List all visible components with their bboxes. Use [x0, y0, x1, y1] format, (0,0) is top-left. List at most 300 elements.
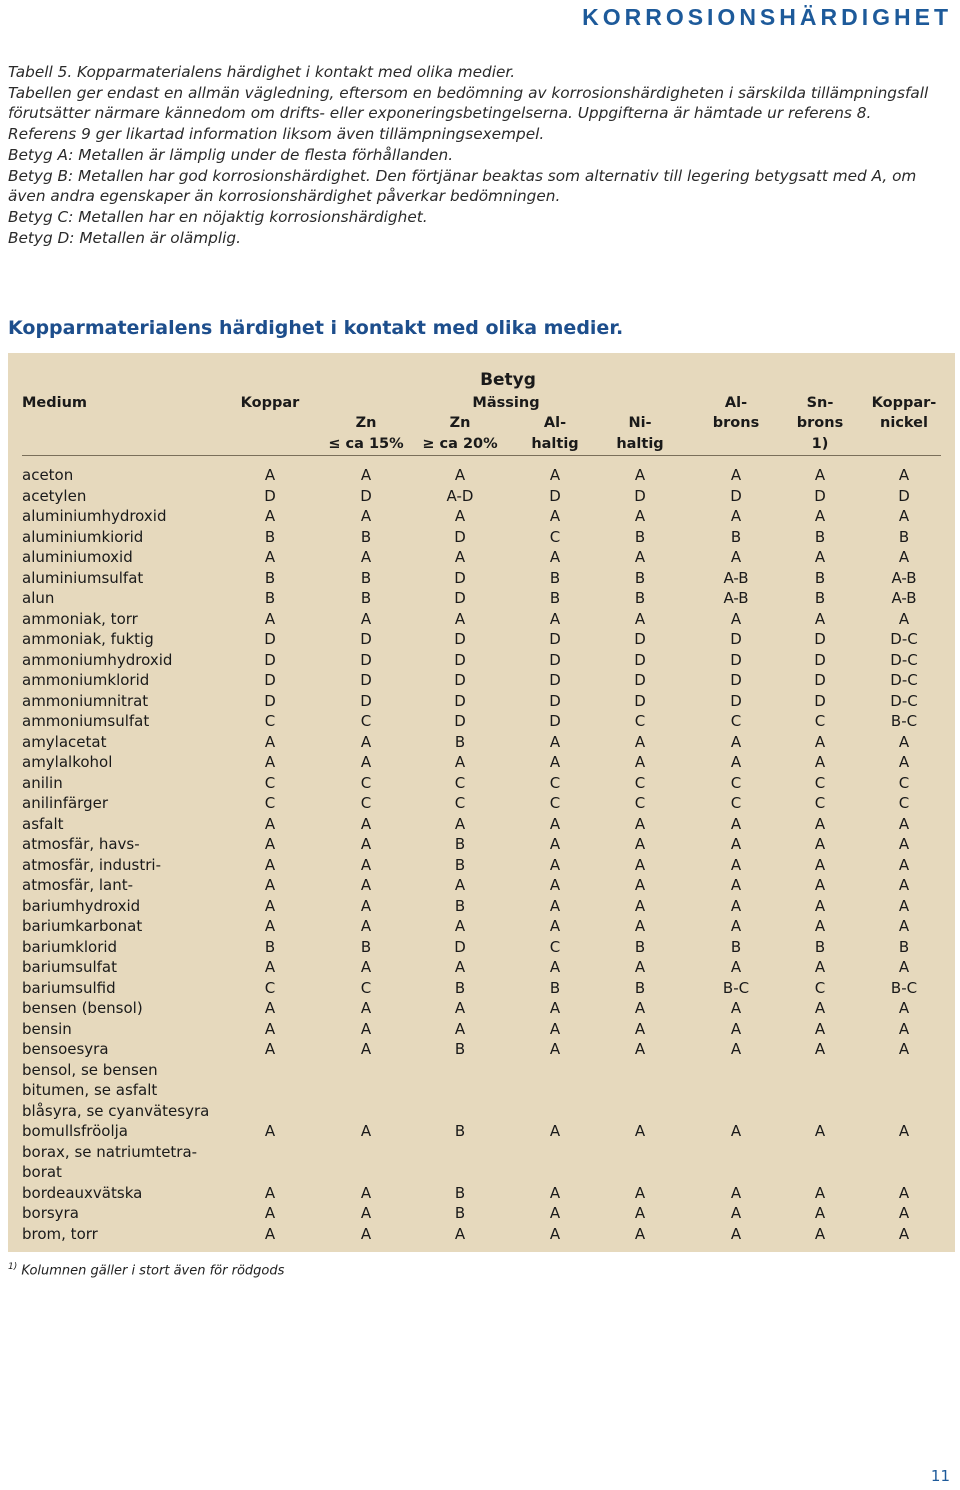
table-row	[8, 938, 955, 959]
grade-cell: B	[454, 732, 466, 751]
medium-name: anilinfärger	[22, 794, 109, 812]
page-header-title: KORROSIONSHÄRDIGHET	[582, 4, 952, 30]
grade-cell: A	[814, 1224, 826, 1243]
grade-cell: A	[264, 814, 276, 833]
grade-cell: B	[898, 527, 910, 546]
grade-cell: A	[454, 1224, 466, 1243]
grade-cell: A	[814, 917, 826, 935]
grade-cell: A	[360, 917, 372, 935]
grade-cell: A	[814, 1183, 826, 1202]
medium-name: bariumkarbonat	[22, 917, 143, 935]
medium-name: bitumen, se asfalt	[22, 1081, 158, 1099]
grade-cell: A	[454, 1019, 466, 1038]
grade-cell: B	[634, 978, 646, 997]
grade-cell: D	[814, 630, 826, 648]
grade-cell: A	[634, 1019, 646, 1038]
grade-cell: B	[898, 937, 910, 956]
medium-name: atmosfär, industri-	[22, 855, 161, 874]
grade-cell: B	[360, 589, 372, 607]
table-row	[8, 466, 955, 487]
grade-cell: A	[730, 917, 742, 935]
grade-cell: B	[730, 937, 742, 956]
grade-cell: D	[454, 650, 466, 669]
grade-cell: D	[634, 691, 646, 710]
grade-cell: A-B	[723, 568, 749, 587]
grade-cell: C	[360, 978, 372, 997]
grade-cell: C	[454, 794, 466, 812]
grade-cell: D	[814, 650, 826, 669]
grade-cell: A	[549, 507, 561, 525]
grade-cell: A	[264, 609, 276, 628]
grade-cell: A	[549, 1122, 561, 1140]
grade-cell: A	[264, 999, 276, 1017]
grade-cell: A-B	[723, 589, 749, 607]
table-row	[8, 712, 955, 733]
header-kopparnickel-1: Koppar-	[871, 395, 937, 411]
grade-cell: A	[634, 999, 646, 1017]
grade-cell: B	[549, 568, 561, 587]
grade-cell: D	[814, 671, 826, 689]
grade-cell: A	[549, 1040, 561, 1058]
grade-cell: A	[814, 1040, 826, 1058]
table-row	[8, 671, 955, 692]
grade-cell: A	[360, 855, 372, 874]
grade-cell: A	[898, 609, 910, 628]
grade-cell: B	[454, 896, 466, 915]
table-row	[8, 569, 955, 590]
grade-cell: B	[360, 527, 372, 546]
medium-name: asfalt	[22, 814, 64, 833]
grade-cell: A	[730, 855, 742, 874]
grade-cell: A	[814, 999, 826, 1017]
grade-cell: D	[730, 630, 742, 648]
grade-cell: A	[634, 753, 646, 771]
medium-name: borax, se natriumtetra-	[22, 1142, 198, 1161]
grade-cell: A-B	[891, 568, 917, 587]
table-row	[8, 487, 955, 508]
grade-cell: D	[814, 486, 826, 505]
grade-cell: A	[264, 1019, 276, 1038]
grade-cell: A	[634, 609, 646, 628]
grade-cell: D	[454, 630, 466, 648]
grade-cell: A	[730, 876, 742, 894]
grade-cell: B	[549, 589, 561, 607]
grade-cell: A	[549, 1204, 561, 1222]
grade-cell: A	[549, 999, 561, 1017]
grade-cell: B	[814, 589, 826, 607]
grade-cell: A	[549, 896, 561, 915]
grade-cell: B	[454, 835, 466, 853]
table-row	[8, 1081, 955, 1102]
grade-cell: A	[549, 1019, 561, 1038]
grade-cell: A	[634, 917, 646, 935]
grade-cell: D	[360, 486, 372, 505]
grade-cell: A	[730, 1204, 742, 1222]
grade-cell: A	[360, 1019, 372, 1038]
grade-cell: A	[730, 958, 742, 976]
section-title: Kopparmaterialens härdighet i kontakt med olika medier.	[8, 317, 624, 339]
grade-cell: A	[634, 1040, 646, 1058]
grade-cell: A	[730, 999, 742, 1017]
medium-name: bensin	[22, 1019, 72, 1038]
table-row	[8, 1163, 955, 1184]
grade-cell: A	[730, 1122, 742, 1140]
grade-cell: A	[549, 548, 561, 566]
page-number: 11	[930, 1467, 950, 1485]
grade-cell: C	[264, 773, 276, 792]
grade-cell: A	[730, 609, 742, 628]
grade-cell: C	[360, 773, 372, 792]
grade-cell: A	[730, 1183, 742, 1202]
grade-c-definition: Betyg C: Metallen har en nöjaktig korrosionshärdighet.	[8, 207, 428, 226]
grade-cell: C	[264, 794, 276, 812]
grade-cell: A	[360, 1040, 372, 1058]
grade-cell: B	[454, 1183, 466, 1202]
table-caption: Tabell 5. Kopparmaterialens härdighet i kontakt med olika medier.	[8, 63, 516, 81]
table-row	[8, 610, 955, 631]
grade-cell: C	[634, 773, 646, 792]
medium-name: borat	[22, 1163, 62, 1181]
medium-name: anilin	[22, 773, 63, 792]
grade-cell: A	[814, 732, 826, 751]
medium-name: amylacetat	[22, 732, 107, 751]
grade-cell: D-C	[890, 650, 918, 669]
header-albrons-1: Al-	[724, 395, 748, 411]
table-row	[8, 1061, 955, 1082]
medium-name: bariumklorid	[22, 937, 118, 956]
grade-cell: D	[730, 671, 742, 689]
grade-cell: D	[360, 650, 372, 669]
grade-cell: A	[454, 507, 466, 525]
header-ni: Ni-	[628, 415, 652, 431]
grade-cell: A	[454, 958, 466, 976]
grade-cell: A	[814, 814, 826, 833]
grade-cell: A	[454, 548, 466, 566]
grade-cell: C	[360, 712, 372, 730]
grade-cell: A	[634, 1183, 646, 1202]
grade-cell: A	[730, 1224, 742, 1243]
medium-name: bariumsulfid	[22, 978, 116, 997]
grade-cell: D	[730, 691, 742, 710]
table-row	[8, 876, 955, 897]
medium-name: borsyra	[22, 1204, 79, 1222]
grade-cell: A	[814, 609, 826, 628]
grade-cell: A	[264, 835, 276, 853]
grade-cell: C	[264, 712, 276, 730]
grade-cell: A	[898, 1183, 910, 1202]
header-al-sub: haltig	[531, 436, 579, 452]
grade-cell: D	[549, 712, 561, 730]
grade-cell: D	[454, 589, 466, 607]
grade-cell: A	[454, 917, 466, 935]
grade-cell: A	[549, 1224, 561, 1243]
header-zn-low-sub: ≤ ca 15%	[328, 436, 404, 452]
medium-name: aluminiumkiorid	[22, 527, 144, 546]
grade-cell: D	[360, 691, 372, 710]
grade-cell: A	[360, 896, 372, 915]
grade-cell: B	[454, 855, 466, 874]
grade-a-definition: Betyg A: Metallen är lämplig under de flesta förhållanden.	[8, 145, 454, 164]
medium-name: bensol, se bensen	[22, 1060, 158, 1079]
table-row	[8, 999, 955, 1020]
grade-cell: C	[549, 773, 561, 792]
medium-name: bariumhydroxid	[22, 896, 141, 915]
grade-cell: A	[634, 814, 646, 833]
grade-cell: C	[264, 978, 276, 997]
header-snbrons-1: Sn-	[806, 395, 834, 411]
grade-cell: B	[264, 568, 276, 587]
grade-cell: A	[898, 876, 910, 894]
grade-b-definition: Betyg B: Metallen har god korrosionshärdighet. Den förtjänar beaktas som alternativ till legering betygsatt med A, om även andra egenskaper än korrosionshärdighet påverkar bedömningen.	[8, 166, 917, 206]
grade-cell: A	[360, 876, 372, 894]
grade-cell: A	[634, 732, 646, 751]
grade-cell: D	[814, 691, 826, 710]
grade-cell: D	[634, 486, 646, 505]
grade-cell: C	[634, 794, 646, 812]
grade-cell: A	[549, 609, 561, 628]
grade-cell: A	[730, 466, 742, 484]
grade-cell: D-C	[890, 671, 918, 689]
resistance-table	[8, 353, 955, 1252]
grade-cell: B	[264, 527, 276, 546]
grade-cell: B-C	[722, 978, 750, 997]
grade-cell: A	[454, 753, 466, 771]
grade-cell: A	[898, 855, 910, 874]
grade-cell: D	[264, 630, 276, 648]
grade-cell: A	[898, 753, 910, 771]
grade-cell: A	[264, 466, 276, 484]
grade-cell: D	[454, 527, 466, 546]
medium-name: bariumsulfat	[22, 958, 118, 976]
table-row	[8, 815, 955, 836]
grade-cell: B	[549, 978, 561, 997]
grade-cell: A	[730, 814, 742, 833]
grade-cell: A	[634, 855, 646, 874]
grade-cell: A	[898, 1019, 910, 1038]
grade-cell: B	[360, 937, 372, 956]
grade-cell: C	[814, 978, 826, 997]
grade-cell: D	[264, 671, 276, 689]
grade-cell: D	[730, 486, 742, 505]
footnote-text: Kolumnen gäller i stort även för rödgods	[17, 1263, 285, 1279]
medium-name: acetylen	[22, 486, 87, 505]
grade-cell: C	[814, 773, 826, 792]
medium-name: brom, torr	[22, 1224, 98, 1243]
grade-cell: A	[634, 1122, 646, 1140]
grade-cell: A	[454, 876, 466, 894]
grade-cell: A	[898, 1204, 910, 1222]
grade-cell: A	[898, 896, 910, 915]
grade-cell: B	[634, 589, 646, 607]
medium-name: alun	[22, 589, 55, 607]
grade-cell: A-D	[446, 486, 474, 505]
grade-cell: A	[814, 507, 826, 525]
grade-cell: D	[898, 486, 910, 505]
grade-cell: A	[360, 466, 372, 484]
medium-name: amylalkohol	[22, 753, 113, 771]
header-kopparnickel-2: nickel	[880, 415, 928, 431]
grade-cell: A	[549, 876, 561, 894]
grade-cell: A	[264, 896, 276, 915]
grade-cell: A	[549, 1183, 561, 1202]
grade-cell: A	[634, 958, 646, 976]
table-row	[8, 917, 955, 938]
grade-cell: B	[454, 1040, 466, 1058]
intro-reference: Referens 9 ger likartad information liksom även tillämpningsexempel.	[8, 125, 545, 144]
grade-cell: C	[549, 794, 561, 812]
grade-cell: D	[360, 671, 372, 689]
table-row	[8, 1143, 955, 1164]
grade-cell: A	[264, 1224, 276, 1243]
header-zn-high-sub: ≥ ca 20%	[422, 436, 498, 452]
grade-cell: B	[264, 937, 276, 956]
grade-cell: A	[814, 896, 826, 915]
grade-cell: A	[264, 1040, 276, 1058]
grade-cell: A	[634, 835, 646, 853]
grade-cell: D	[634, 630, 646, 648]
grade-cell: A	[454, 999, 466, 1017]
grade-cell: A	[360, 753, 372, 771]
grade-cell: C	[898, 773, 910, 792]
grade-cell: A	[360, 609, 372, 628]
grade-cell: A	[264, 917, 276, 935]
grade-cell: A	[898, 814, 910, 833]
header-massing: Mässing	[472, 395, 540, 411]
grade-cell: D	[264, 486, 276, 505]
table-row	[8, 753, 955, 774]
table-row	[8, 1204, 955, 1225]
footnote-mark: 1)	[8, 1262, 18, 1272]
grade-cell: D	[634, 671, 646, 689]
grade-cell: A	[360, 958, 372, 976]
table-row	[8, 548, 955, 569]
grade-cell: C	[549, 527, 561, 546]
grade-cell: A	[634, 1204, 646, 1222]
grade-cell: B	[634, 937, 646, 956]
grade-cell: A	[814, 753, 826, 771]
grade-cell: A	[360, 814, 372, 833]
grade-cell: A	[814, 855, 826, 874]
medium-name: aceton	[22, 466, 74, 484]
grade-cell: D	[454, 712, 466, 730]
medium-name: bensoesyra	[22, 1040, 109, 1058]
grade-cell: A	[730, 1019, 742, 1038]
grade-cell: D	[549, 630, 561, 648]
grade-cell: D	[634, 650, 646, 669]
table-row	[8, 958, 955, 979]
header-zn-high: Zn	[449, 415, 471, 431]
grade-cell: D-C	[890, 691, 918, 710]
grade-cell: A	[360, 507, 372, 525]
grade-cell: A	[549, 466, 561, 484]
grade-cell: A	[360, 1122, 372, 1140]
grade-cell: D	[264, 650, 276, 669]
table-row	[8, 897, 955, 918]
grade-cell: B-C	[890, 978, 918, 997]
medium-name: aluminiumhydroxid	[22, 507, 167, 525]
grade-cell: A	[264, 507, 276, 525]
grade-cell: A	[264, 732, 276, 751]
intro-paragraph: Tabellen ger endast en allmän vägledning, eftersom en bedömning av korrosionshärdigheten i särskilda tillämpningsfall förutsätter närmare kännedom om drifts- eller exponeringsbetingelserna. Uppgifterna är hämtade ur referens 8.	[8, 83, 929, 123]
grade-cell: A	[898, 917, 910, 935]
grade-cell: B	[360, 568, 372, 587]
table-row	[8, 979, 955, 1000]
grade-cell: A	[634, 548, 646, 566]
grade-cell: C	[549, 937, 561, 956]
grade-cell: C	[730, 773, 742, 792]
medium-name: blåsyra, se cyanvätesyra	[22, 1101, 210, 1120]
grade-cell: A	[730, 548, 742, 566]
grade-cell: A	[814, 876, 826, 894]
grade-cell: A	[898, 466, 910, 484]
grade-d-definition: Betyg D: Metallen är olämplig.	[8, 228, 241, 247]
medium-name: atmosfär, lant-	[22, 876, 134, 894]
grade-cell: A	[814, 548, 826, 566]
grade-cell: A	[634, 507, 646, 525]
grade-cell: A	[454, 609, 466, 628]
table-row	[8, 589, 955, 610]
header-al: Al-	[543, 415, 567, 431]
grade-cell: A	[898, 1122, 910, 1140]
grade-cell: D-C	[890, 630, 918, 648]
grade-cell: B	[264, 589, 276, 607]
grade-cell: B	[814, 527, 826, 546]
grade-cell: B	[814, 937, 826, 956]
grade-cell: A	[730, 507, 742, 525]
table-row	[8, 1040, 955, 1061]
header-koppar: Koppar	[240, 395, 300, 411]
medium-name: ammoniak, torr	[22, 609, 138, 628]
grade-cell: D	[454, 937, 466, 956]
medium-name: bordeauxvätska	[22, 1183, 143, 1202]
grade-cell: A	[549, 835, 561, 853]
medium-name: ammoniak, fuktig	[22, 630, 154, 648]
grade-cell: A	[814, 1204, 826, 1222]
grade-cell: A	[898, 999, 910, 1017]
table-row	[8, 1184, 955, 1205]
grade-cell: D	[454, 568, 466, 587]
grade-cell: B	[634, 568, 646, 587]
grade-cell: A	[730, 753, 742, 771]
grade-cell: A	[360, 548, 372, 566]
grade-cell: C	[814, 794, 826, 812]
table-row	[8, 1102, 955, 1123]
grade-cell: B	[634, 527, 646, 546]
header-ni-sub: haltig	[616, 436, 664, 452]
header-snbrons-note: 1)	[811, 436, 829, 452]
grade-cell: B	[454, 1204, 466, 1222]
grade-cell: A-B	[891, 589, 917, 607]
grade-cell: D	[454, 671, 466, 689]
grade-cell: A	[898, 1040, 910, 1058]
grade-cell: A	[549, 958, 561, 976]
table-row	[8, 692, 955, 713]
grade-cell: B	[454, 978, 466, 997]
grade-cell: A	[730, 732, 742, 751]
grade-cell: A	[454, 814, 466, 833]
grade-cell: A	[549, 753, 561, 771]
header-medium: Medium	[22, 395, 88, 411]
medium-name: ammoniumsulfat	[22, 712, 150, 730]
grade-cell: A	[730, 896, 742, 915]
grade-cell: A	[634, 876, 646, 894]
grade-cell: A	[898, 507, 910, 525]
grade-cell: A	[549, 855, 561, 874]
grade-cell: B	[814, 568, 826, 587]
grade-cell: A	[634, 466, 646, 484]
grade-cell: C	[814, 712, 826, 730]
header-albrons-2: brons	[712, 415, 760, 431]
